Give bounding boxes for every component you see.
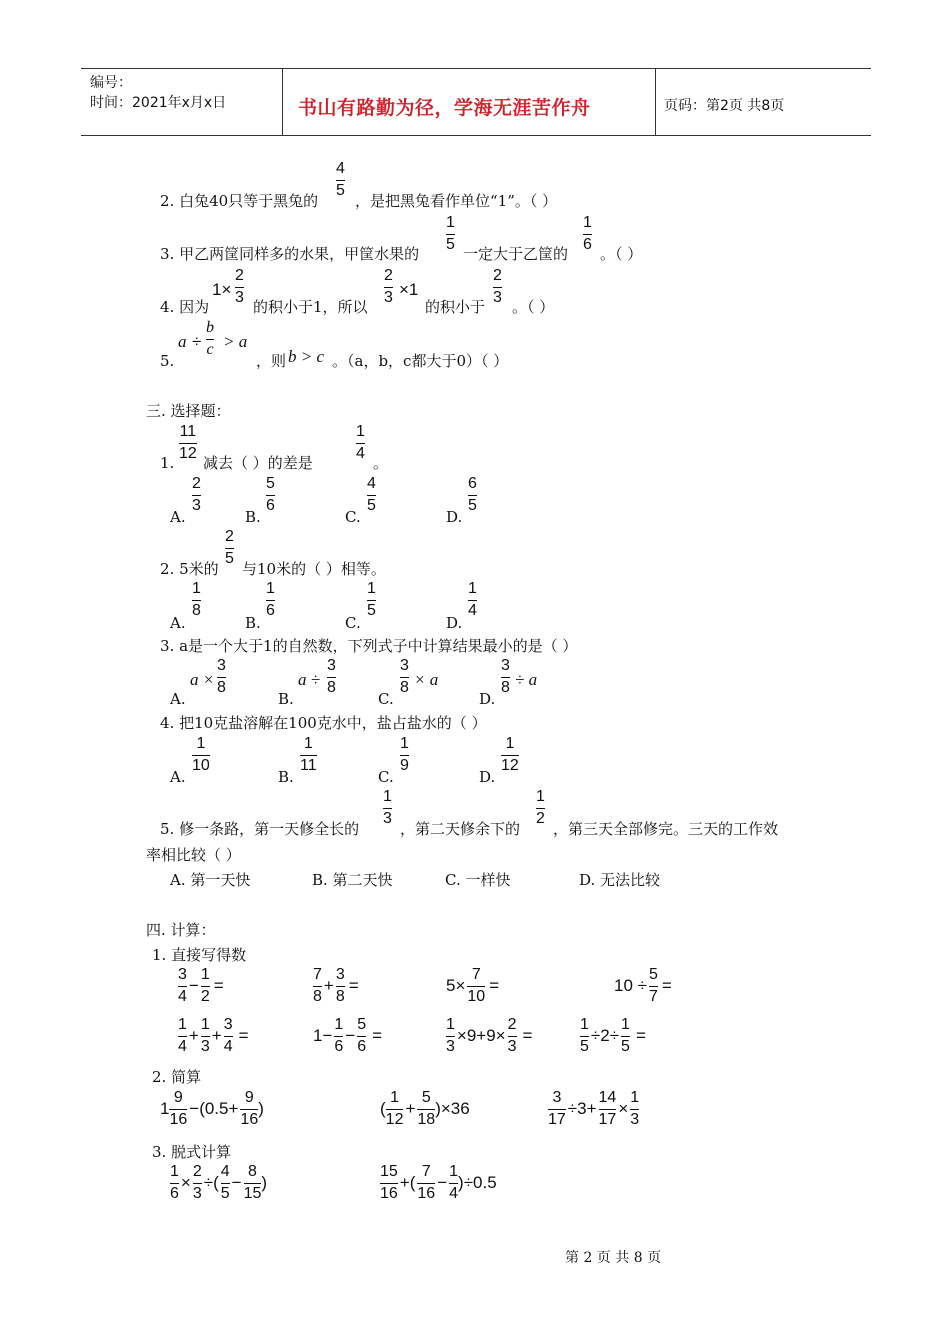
choice-q5-fraction-1: 1 3 [383, 788, 392, 827]
choice-q4-opt-b-label: B. [278, 768, 294, 786]
choice-q3-opt-c-fraction[interactable]: 3 8 [400, 657, 409, 696]
calc-section-1: 1. 直接写得数 [152, 946, 247, 964]
choice-q1-opt-c-label: C. [345, 508, 361, 526]
judge-q3-pre: 3. 甲乙两筐同样多的水果，甲筐水果的 [160, 245, 420, 263]
choice-q3-opt-b-pre: a ÷ [298, 670, 321, 689]
judge-q5-post: 。（a，b，c都大于0）（ ） [332, 352, 509, 370]
choice-q1-pre: 1. [160, 454, 175, 472]
page-footer: 第 2 页 共 8 页 [565, 1250, 662, 1266]
judge-q3-fraction-2: 1 6 [583, 214, 592, 253]
choice-q5-line2: 率相比较（ ） [146, 846, 241, 864]
choice-q3-opt-d-post: ÷ a [515, 670, 538, 689]
choice-q4-opt-c-label: C. [378, 768, 394, 786]
choice-title: 三. 选择题： [146, 402, 231, 420]
choice-q1-opt-d-fraction[interactable]: 6 5 [468, 475, 477, 514]
calc-r1-e1: $\frac{3}{4}$ − $\frac{1}{2}$ = [178, 966, 224, 1005]
choice-q3-opt-d-label: D. [479, 690, 496, 708]
choice-q3-opt-b-fraction[interactable]: 3 8 [327, 657, 336, 696]
choice-q5-opt-c[interactable]: C. 一样快 [445, 871, 511, 889]
judge-q5-mid: ，则 [256, 352, 287, 370]
judge-q5-div: ÷ [192, 332, 202, 351]
time-label: 时间：2021年x月x日 [90, 95, 227, 111]
choice-q5-opt-b[interactable]: B. 第二天快 [312, 871, 393, 889]
choice-q1-post: 。 [373, 454, 389, 472]
choice-q1-opt-a-label: A. [170, 508, 186, 526]
choice-q4-text: 4. 把10克盐溶解在100克水中，盐占盐水的（ ） [160, 714, 487, 732]
judge-q4-expr1: 1× [212, 280, 232, 299]
choice-q3-opt-a-pre: a × [190, 670, 215, 689]
calc-section-2: 2. 简算 [152, 1068, 202, 1086]
choice-q1-mid: 减去（ ）的差是 [203, 454, 313, 472]
judge-q4-pre: 4. 因为 [160, 298, 210, 316]
calc-step-e2: $\frac{15}{16}$ +( $\frac{7}{16}$ − $\frac{1}{4}$ )÷0.5 [380, 1163, 497, 1202]
choice-q5-opt-a[interactable]: A. 第一天快 [170, 871, 251, 889]
judge-q4-mid1: 的积小于1，所以 [253, 298, 368, 316]
judge-q2-fraction: 4 5 [336, 160, 345, 199]
choice-q3-opt-a-fraction[interactable]: 3 8 [217, 657, 226, 696]
choice-q1-opt-c-fraction[interactable]: 4 5 [367, 475, 376, 514]
calc-section-3: 3. 脱式计算 [152, 1143, 232, 1161]
judge-q5-var-a: a [178, 332, 187, 351]
header-bottom-rule [81, 135, 871, 136]
choice-q2-opt-c-fraction[interactable]: 1 5 [367, 580, 376, 619]
calc-step-e1: $\frac{1}{6}$ × $\frac{2}{3}$ ÷( $\frac{4}{5}$ − $\frac{8}{15}$ ) [170, 1163, 268, 1202]
calc-title: 四. 计算： [146, 921, 216, 939]
choice-q2-fraction: 2 5 [225, 528, 234, 567]
calc-r2-e3: $\frac{1}{3}$ ×9+9× $\frac{2}{3}$ = [446, 1016, 533, 1055]
calc-simp-e1: 1 $\frac{9}{16}$ −(0.5+ $\frac{9}{16}$ ) [160, 1089, 264, 1128]
judge-q4-expr2: ×1 [399, 280, 419, 299]
judge-q3-post: 。（ ） [600, 245, 643, 263]
page-info: 页码：第2页 共8页 [664, 98, 785, 114]
judge-q5-gt: > a [223, 332, 248, 351]
calc-r2-e4: $\frac{1}{5}$ ÷2÷ $\frac{1}{5}$ = [580, 1016, 646, 1055]
calc-r1-e4: 10 ÷ $\frac{5}{7}$ = [614, 966, 672, 1005]
choice-q2-opt-b-fraction[interactable]: 1 6 [266, 580, 275, 619]
choice-q1-fraction-1: 11 12 [179, 423, 197, 462]
choice-q5-opt-d[interactable]: D. 无法比较 [579, 871, 661, 889]
choice-q5-fraction-2: 1 2 [536, 788, 545, 827]
calc-simp-e3: $\frac{3}{17}$ ÷3+ $\frac{14}{17}$ × $\frac{1}{3}$ [548, 1089, 640, 1128]
choice-q1-opt-a-fraction[interactable]: 2 3 [192, 475, 201, 514]
choice-q5-mid: ，第二天修余下的 [400, 820, 521, 838]
choice-q4-opt-d-fraction[interactable]: 1 12 [501, 735, 519, 774]
choice-q1-fraction-2: 1 4 [356, 423, 365, 462]
choice-q2-opt-c-label: C. [345, 614, 361, 632]
serial-label: 编号： [90, 75, 132, 91]
calc-r1-e2: $\frac{7}{8}$ + $\frac{3}{8}$ = [313, 966, 359, 1005]
choice-q2-opt-a-fraction[interactable]: 1 8 [192, 580, 201, 619]
judge-q2-post: ，是把黑兔看作单位“1”。（ ） [355, 192, 558, 210]
judge-q4-fraction-2: 2 3 [384, 267, 393, 306]
choice-q3-opt-a-label: A. [170, 690, 186, 708]
header-divider-right [655, 68, 656, 136]
header-top-rule [81, 68, 871, 69]
choice-q4-opt-b-fraction[interactable]: 1 11 [300, 735, 317, 774]
judge-q4-fraction-3: 2 3 [493, 267, 502, 306]
choice-q2-opt-b-label: B. [245, 614, 261, 632]
choice-q3-opt-c-label: C. [378, 690, 394, 708]
judge-q2-pre: 2. 白兔40只等于黑兔的 [160, 192, 319, 210]
judge-q5-pre: 5. [160, 352, 175, 370]
choice-q5-pre: 5. 修一条路，第一天修全长的 [160, 820, 360, 838]
motto: 书山有路勤为径，学海无涯苦作舟 [298, 97, 591, 119]
choice-q1-opt-d-label: D. [446, 508, 463, 526]
choice-q3-opt-c-post: × a [414, 670, 439, 689]
judge-q4-post: 。（ ） [512, 298, 555, 316]
choice-q4-opt-a-fraction[interactable]: 1 10 [192, 735, 210, 774]
judge-q4-mid2: 的积小于 [425, 298, 486, 316]
judge-q4-fraction-1: 2 3 [235, 267, 244, 306]
choice-q1-opt-b-label: B. [245, 508, 261, 526]
calc-r1-e3: 5× $\frac{7}{10}$ = [446, 966, 500, 1005]
choice-q4-opt-d-label: D. [479, 768, 496, 786]
choice-q3-text: 3. a是一个大于1的自然数，下列式子中计算结果最小的是（ ） [160, 637, 578, 655]
header-divider-left [282, 68, 283, 136]
choice-q2-opt-d-label: D. [446, 614, 463, 632]
judge-q3-fraction-1: 1 5 [446, 214, 455, 253]
choice-q1-opt-b-fraction[interactable]: 5 6 [266, 475, 275, 514]
choice-q3-opt-b-label: B. [278, 690, 294, 708]
calc-simp-e2: ( $\frac{1}{12}$ + $\frac{5}{18}$ )×36 [380, 1089, 470, 1128]
choice-q2-opt-d-fraction[interactable]: 1 4 [468, 580, 477, 619]
choice-q2-pre: 2. 5米的 [160, 560, 219, 578]
choice-q4-opt-c-fraction[interactable]: 1 9 [400, 735, 409, 774]
choice-q5-post: ，第三天全部修完。三天的工作效 [553, 820, 779, 838]
calc-r2-e2: 1− $\frac{1}{6}$ − $\frac{5}{6}$ = [313, 1016, 383, 1055]
judge-q3-mid: 一定大于乙筐的 [463, 245, 569, 263]
calc-r2-e1: $\frac{1}{4}$ + $\frac{1}{3}$ + $\frac{3}{4}$ = [178, 1016, 249, 1055]
choice-q2-post: 与10米的（ ）相等。 [242, 560, 386, 578]
choice-q4-opt-a-label: A. [170, 768, 186, 786]
choice-q3-opt-d-fraction[interactable]: 3 8 [501, 657, 510, 696]
judge-q5-fraction: b c [206, 319, 214, 358]
choice-q2-opt-a-label: A. [170, 614, 186, 632]
judge-q5-cond: b > c [288, 347, 325, 366]
